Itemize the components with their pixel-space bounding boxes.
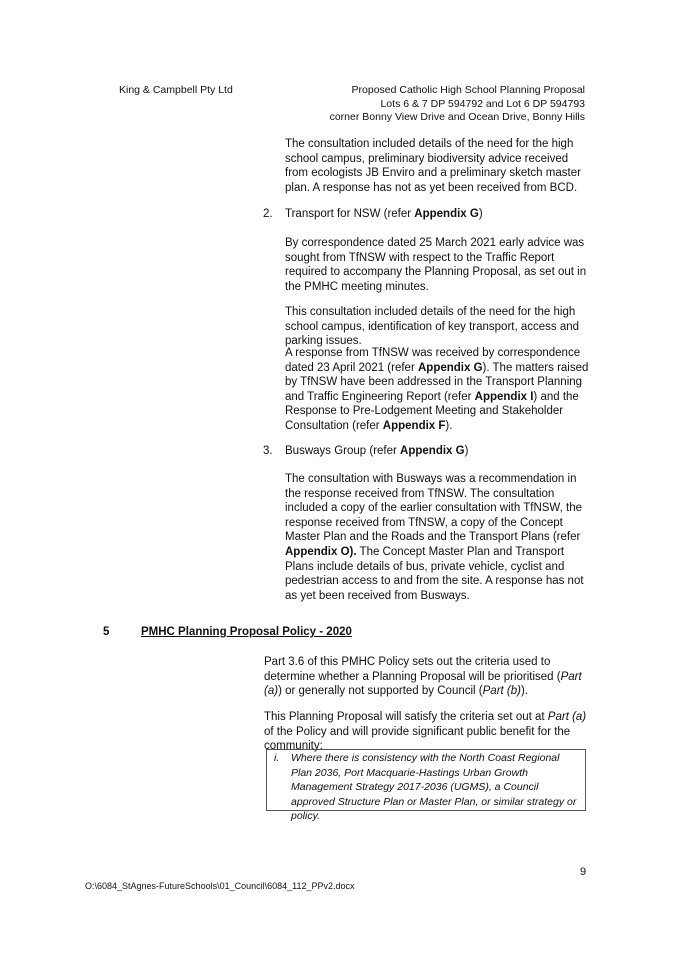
header-line-2: Lots 6 & 7 DP 594792 and Lot 6 DP 594793 <box>380 97 585 110</box>
item-2-paragraph-3: A response from TfNSW was received by correspondence dated 23 April 2021 (refer Appendix G). The matters raised by TfNSW have been addressed in the Transport Planning and Traffic Engineering Report (refer Appendix I) and the Response to Pre-Lodgement Meeting and Stakeholder Consultation (refer Appendix F). <box>285 347 589 432</box>
section-5-paragraph-2: This Planning Proposal will satisfy the criteria set out at Part (a) of the Policy and will provide significant public benefit for the community: <box>264 711 587 753</box>
item-3-title: Busways Group (refer Appendix G) <box>285 445 469 457</box>
section-5-paragraph-1: Part 3.6 of this PMHC Policy sets out the criteria used to determine whether a Planning Proposal will be prioritised (Part (a)) or generally not supported by Council (Part (b)). <box>264 656 582 698</box>
item-2-number: 2. <box>263 208 273 220</box>
criteria-box <box>266 749 586 822</box>
header-line-1: Proposed Catholic High School Planning Proposal <box>351 84 585 96</box>
section-5-heading: 5 PMHC Planning Proposal Policy - 2020 <box>103 626 352 638</box>
intro-paragraph: The consultation included details of the need for the high school campus, preliminary biodiversity advice received from ecologists JB Enviro and a preliminary sketch master plan. A response has not as yet been received from BCD. <box>285 138 581 194</box>
criteria-number: i. <box>274 752 280 764</box>
item-2-title: Transport for NSW (refer Appendix G) <box>285 208 483 220</box>
header-company: King & Campbell Pty Ltd <box>119 84 233 96</box>
item-3-paragraph: The consultation with Busways was a recommendation in the response received from TfNSW. The consultation included a copy of the earlier consultation with TfNSW, the response received from TfNSW, a copy of the Concept Master Plan and the Roads and the Transport Plans (refer Appendix O). The Concept Master Plan and Transport Plans include details of bus, private vehicle, cyclist and pedestrian access to and from the site. A response has not as yet been received from Busways. <box>285 473 584 602</box>
header-line-3: corner Bonny View Drive and Ocean Drive, Bonny Hills <box>329 111 585 123</box>
footer-file-path: O:\6084_StAgnes-FutureSchools\01_Council\6084_112_PPv2.docx <box>85 881 355 891</box>
header-project <box>305 84 585 125</box>
item-3-number: 3. <box>263 445 273 457</box>
page-number: 9 <box>580 866 587 878</box>
criteria-text: Where there is consistency with the North Coast Regional Plan 2036, Port Macquarie-Hastings Urban Growth Management Strategy 2017-2036 (UGMS), a Council approved Structure Plan or Master Plan, or similar strategy or policy. <box>291 752 577 822</box>
item-2-paragraph-1: By correspondence dated 25 March 2021 early advice was sought from TfNSW with respect to the Traffic Report required to accompany the Planning Proposal, as set out in the PMHC meeting minutes. <box>285 237 587 293</box>
item-2-paragraph-2: This consultation included details of the need for the high school campus, identification of key transport, access and parking issues. <box>285 306 580 348</box>
